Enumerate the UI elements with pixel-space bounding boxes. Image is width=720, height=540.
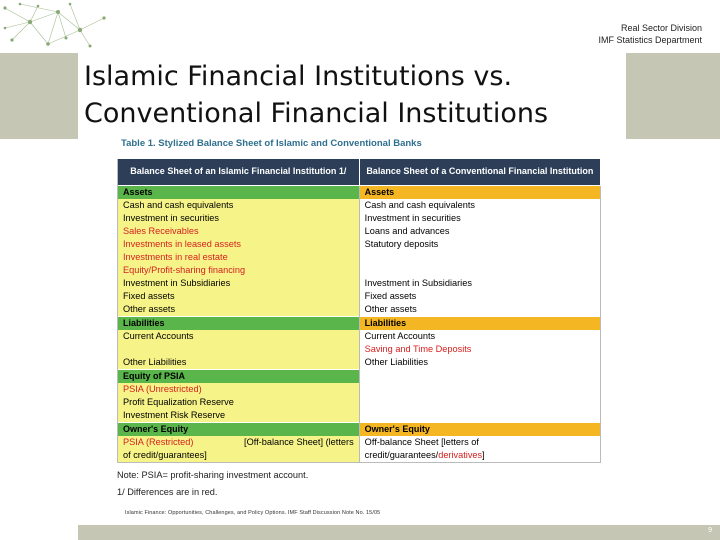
conventional-liabilities-label: Liabilities [359,316,600,330]
islamic-owners-equity-label: Owner's Equity [118,422,360,436]
assets-items-row [118,199,601,317]
psia-section-row [118,369,601,383]
slide-title-line-1: Islamic Financial Institutions vs. [84,61,513,92]
psia-empty-cell [359,369,600,383]
islamic-liabilities-label: Liabilities [118,316,360,330]
source-citation: Islamic Finance: Opportunities, Challenges, and Policy Options. IMF Staff Discussion Note No. 15/05 [125,510,381,516]
islamic-assets-label: Assets [118,185,360,199]
list-item: Other Liabilities [364,356,428,367]
list-item-empty [365,251,595,264]
psia-label: Equity of PSIA [118,369,360,383]
list-item: Current Accounts [123,330,194,341]
psia-items-row [118,383,601,423]
list-item: Investments in real estate [123,251,228,262]
derivatives-text: derivatives [438,449,483,460]
conventional-equity-cell [359,436,600,463]
network-graph-logo [0,0,112,52]
list-item: Current Accounts [364,330,436,341]
list-item: Cash and cash equivalents [364,199,475,210]
conventional-column-header: Balance Sheet of a Conventional Financial Institution [359,159,600,185]
list-item: Statutory deposits [364,238,439,249]
list-item: Investment in Subsidiaries [364,277,472,288]
conventional-owners-equity-label: Owner's Equity [359,422,600,436]
list-item: PSIA (Unrestricted) [123,383,202,394]
list-item: Cash and cash equivalents [123,199,234,210]
list-item: Sales Receivables [123,225,199,236]
footer-bar [78,525,720,540]
table-header-row [118,159,601,185]
conventional-equity-line-1: Off-balance Sheet [letters of [364,436,479,447]
list-item: Investment in securities [364,212,461,223]
list-item: Investments in leased assets [123,238,241,249]
list-item: Investment in Subsidiaries [123,277,231,288]
list-item: Fixed assets [123,290,175,301]
guarantees-text: credit/guarantees/ [364,449,439,460]
islamic-equity-cell [118,436,360,463]
division-label: Real Sector Division [620,23,702,33]
psia-restricted-text: PSIA (Restricted) [123,436,194,447]
islamic-liabilities-list [118,330,360,370]
conventional-psia-empty [359,383,600,423]
list-item: Investment in securities [123,212,219,223]
list-item: Equity/Profit-sharing financing [123,264,246,275]
conventional-liabilities-list [359,330,600,370]
list-item: Fixed assets [364,290,417,301]
table-caption: Table 1. Stylized Balance Sheet of Islamic and Conventional Banks [121,138,422,149]
list-item: Investment Risk Reserve [123,409,226,420]
balance-sheet-table [117,159,601,463]
table-note-psia: Note: PSIA= profit-sharing investment account. [117,470,309,480]
list-item: Profit Equalization Reserve [123,396,234,407]
islamic-equity-line-1 [123,436,354,449]
list-item: Loans and advances [364,225,450,236]
islamic-assets-list [118,199,360,317]
header-department [598,22,702,46]
assets-section-row [118,185,601,199]
table-note-differences: 1/ Differences are in red. [117,487,218,497]
list-item: Other assets [123,303,176,314]
department-label: IMF Statistics Department [598,35,702,45]
owners-equity-items-row [118,436,601,463]
conventional-assets-label: Assets [359,185,600,199]
conventional-assets-list [359,199,600,317]
closing-bracket-text: ] [482,449,485,460]
slide-title-line-2: Conventional Financial Institutions [84,98,549,129]
liabilities-items-row [118,330,601,370]
list-item: Other Liabilities [123,356,187,367]
list-item-empty [365,264,595,277]
owners-equity-section-row [118,422,601,436]
slide-title [84,58,548,132]
liabilities-section-row [118,316,601,330]
list-item: Other assets [364,303,417,314]
islamic-column-header: Balance Sheet of an Islamic Financial Institution 1/ [118,159,360,185]
list-item-empty [123,343,354,356]
off-balance-text: [Off-balance Sheet] (letters [244,436,354,447]
conventional-equity-line-2 [365,449,595,462]
islamic-psia-list [118,383,360,423]
page-number: 9 [708,527,712,534]
list-item: Saving and Time Deposits [364,343,472,354]
islamic-equity-line-2: of credit/guarantees] [123,449,207,460]
